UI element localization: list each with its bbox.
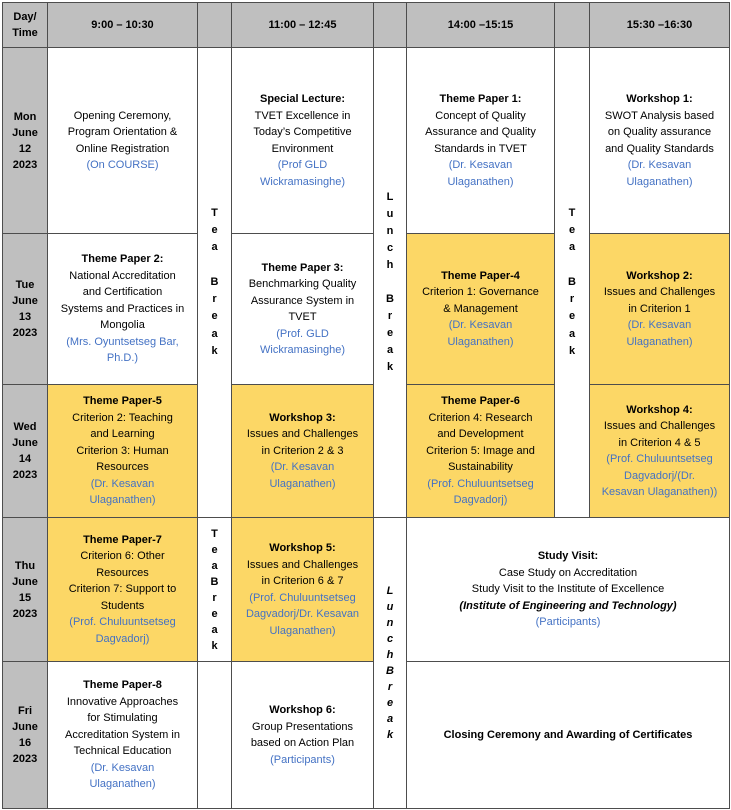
- tea-break-morning-mon-wed: T e a B r e a k: [198, 48, 232, 518]
- lunch-break-thu-fri: L u n c h B r e a k: [374, 518, 407, 809]
- row-friday: [3, 662, 730, 809]
- session-thu-2: Workshop 5: Issues and Challenges in Criterion 6 & 7 (Prof. Chuluuntsetseg Dagvadorj/Dr. Kesavan Ulaganathen): [232, 518, 374, 662]
- session-mon-3: Theme Paper 1: Concept of Quality Assurance and Quality Standards in TVET (Dr. Kesavan Ulaganathen): [407, 48, 555, 234]
- session-wed-2: Workshop 3: Issues and Challenges in Criterion 2 & 3 (Dr. Kesavan Ulaganathen): [232, 385, 374, 518]
- day-tuesday: Tue June 13 2023: [3, 234, 48, 385]
- session-tue-3: Theme Paper-4 Criterion 1: Governance & Management (Dr. Kesavan Ulaganathen): [407, 234, 555, 385]
- session-fri-3-closing: Closing Ceremony and Awarding of Certificates: [407, 662, 730, 809]
- slot4-header: 15:30 –16:30: [590, 3, 730, 48]
- slot1-header: 9:00 – 10:30: [48, 3, 198, 48]
- day-wednesday: Wed June 14 2023: [3, 385, 48, 518]
- header-row: [3, 3, 730, 48]
- slot2-header: 11:00 – 12:45: [232, 3, 374, 48]
- tea-break-afternoon-mon-wed: T e a B r e a k: [555, 48, 590, 518]
- day-thursday: Thu June 15 2023: [3, 518, 48, 662]
- row-tuesday: [3, 234, 730, 385]
- session-thu-3-study-visit: Study Visit: Case Study on Accreditation Study Visit to the Institute of Excellence (Institute of Engineering and Technology) (Participants): [407, 518, 730, 662]
- session-wed-4: Workshop 4: Issues and Challenges in Criterion 4 & 5 (Prof. Chuluuntsetseg Dagvadorj/(Dr. Kesavan Ulaganathen)): [590, 385, 730, 518]
- session-fri-2: Workshop 6: Group Presentations based on Action Plan (Participants): [232, 662, 374, 809]
- row-wednesday: [3, 385, 730, 518]
- tea-break-morning-fri-empty: [198, 662, 232, 809]
- session-wed-3: Theme Paper-6 Criterion 4: Research and Development Criterion 5: Image and Sustainability (Prof. Chuluuntsetseg Dagvadorj): [407, 385, 555, 518]
- session-mon-2: Special Lecture: TVET Excellence in Today’s Competitive Environment (Prof GLD Wickramasinghe): [232, 48, 374, 234]
- session-wed-1: Theme Paper-5 Criterion 2: Teaching and Learning Criterion 3: Human Resources (Dr. Kesavan Ulaganathen): [48, 385, 198, 518]
- day-monday: Mon June 12 2023: [3, 48, 48, 234]
- row-thursday: [3, 518, 730, 662]
- day-time-header: Day/ Time: [3, 3, 48, 48]
- tea-break-header: [198, 3, 232, 48]
- session-mon-1: Opening Ceremony, Program Orientation & Online Registration (On COURSE): [48, 48, 198, 234]
- lunch-break-mon-wed: L u n c h B r e a k: [374, 48, 407, 518]
- tea-break-morning-thu: T e a B r e a k: [198, 518, 232, 662]
- session-tue-2: Theme Paper 3: Benchmarking Quality Assurance System in TVET (Prof. GLD Wickramasinghe): [232, 234, 374, 385]
- session-tue-1: Theme Paper 2: National Accreditation and Certification Systems and Practices in Mongolia (Mrs. Oyuntsetseg Bar, Ph.D.): [48, 234, 198, 385]
- session-mon-4: Workshop 1: SWOT Analysis based on Quality assurance and Quality Standards (Dr. Kesavan Ulaganathen): [590, 48, 730, 234]
- session-tue-4: Workshop 2: Issues and Challenges in Criterion 1 (Dr. Kesavan Ulaganathen): [590, 234, 730, 385]
- slot3-header: 14:00 –15:15: [407, 3, 555, 48]
- session-thu-1: Theme Paper-7 Criterion 6: Other Resources Criterion 7: Support to Students (Prof. Chuluuntsetseg Dagvadorj): [48, 518, 198, 662]
- lunch-break-header: [374, 3, 407, 48]
- tea-break-header-2: [555, 3, 590, 48]
- schedule-table: [2, 2, 730, 809]
- row-monday: [3, 48, 730, 234]
- session-fri-1: Theme Paper-8 Innovative Approaches for Stimulating Accreditation System in Technical Education (Dr. Kesavan Ulaganathen): [48, 662, 198, 809]
- day-friday: Fri June 16 2023: [3, 662, 48, 809]
